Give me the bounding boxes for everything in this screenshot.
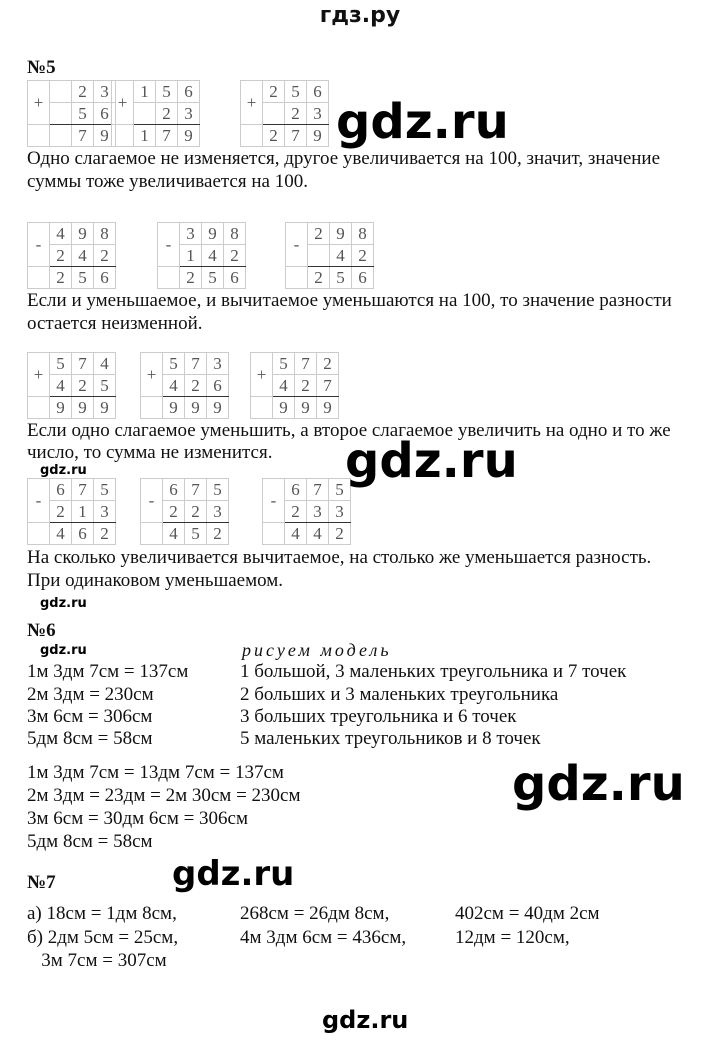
digit-cell: 2 bbox=[352, 245, 374, 267]
digit-cell: 9 bbox=[273, 397, 295, 419]
digit-cell: 5 bbox=[285, 81, 307, 103]
grid-cell bbox=[158, 267, 180, 289]
digit-cell bbox=[308, 245, 330, 267]
digit-cell: 3 bbox=[307, 103, 329, 125]
digit-cell: 3 bbox=[329, 501, 351, 523]
digit-cell: 5 bbox=[72, 103, 94, 125]
digit-cell: 7 bbox=[295, 353, 317, 375]
model-heading: рисуем модель bbox=[242, 640, 392, 660]
digit-cell: 9 bbox=[50, 397, 72, 419]
digit-cell: 3 bbox=[180, 223, 202, 245]
digit-cell: 1 bbox=[72, 501, 94, 523]
task7-cell: 12дм = 120см, bbox=[455, 927, 570, 948]
digit-cell: 5 bbox=[163, 353, 185, 375]
digit-cell: 6 bbox=[50, 479, 72, 501]
digit-cell: 2 bbox=[295, 375, 317, 397]
operator-sign: - bbox=[263, 479, 285, 523]
digit-cell: 5 bbox=[185, 523, 207, 545]
digit-cell: 5 bbox=[72, 267, 94, 289]
task5-title: №5 bbox=[27, 57, 56, 78]
grid-cell bbox=[141, 523, 163, 545]
digit-cell: 6 bbox=[307, 81, 329, 103]
digit-cell: 6 bbox=[72, 523, 94, 545]
digit-cell: 1 bbox=[134, 81, 156, 103]
grid-cell bbox=[112, 125, 134, 147]
operator-sign: + bbox=[141, 353, 163, 397]
digit-cell: 7 bbox=[317, 375, 339, 397]
digit-cell: 2 bbox=[263, 81, 285, 103]
column-arithmetic-grid bbox=[240, 80, 329, 147]
operator-sign: - bbox=[28, 223, 50, 267]
explanation-text: остается неизменной. bbox=[27, 313, 203, 334]
watermark: gdz.ru bbox=[345, 433, 518, 489]
explanation-text: число, то сумма не изменится. bbox=[27, 442, 273, 463]
model-row: 2 больших и 3 маленьких треугольника bbox=[240, 684, 559, 705]
task7-cell: 268см = 26дм 8см, bbox=[240, 903, 390, 924]
digit-cell: 6 bbox=[178, 81, 200, 103]
digit-cell: 2 bbox=[224, 245, 246, 267]
digit-cell: 2 bbox=[163, 501, 185, 523]
digit-cell: 3 bbox=[307, 501, 329, 523]
task7-cell: б) 2дм 5см = 25см, bbox=[27, 927, 179, 948]
task6-title: №6 bbox=[27, 620, 56, 641]
explanation-text: суммы тоже увеличивается на 100. bbox=[27, 171, 308, 192]
operator-sign: + bbox=[28, 81, 50, 125]
digit-cell: 2 bbox=[72, 375, 94, 397]
digit-cell: 6 bbox=[94, 103, 116, 125]
digit-cell: 9 bbox=[72, 397, 94, 419]
digit-cell: 7 bbox=[72, 479, 94, 501]
digit-cell: 9 bbox=[72, 223, 94, 245]
grid-cell bbox=[28, 267, 50, 289]
digit-cell: 9 bbox=[295, 397, 317, 419]
digit-cell: 5 bbox=[50, 353, 72, 375]
column-arithmetic-grid bbox=[27, 80, 116, 147]
digit-cell: 4 bbox=[285, 523, 307, 545]
task7-title: №7 bbox=[27, 872, 56, 893]
watermark: gdz.ru bbox=[40, 643, 87, 658]
measure-row: 5дм 8см = 58см bbox=[27, 728, 153, 749]
operator-sign: - bbox=[28, 479, 50, 523]
digit-cell: 9 bbox=[207, 397, 229, 419]
digit-cell: 9 bbox=[307, 125, 329, 147]
digit-cell: 2 bbox=[308, 223, 330, 245]
digit-cell: 7 bbox=[185, 479, 207, 501]
model-row: 1 большой, 3 маленьких треугольника и 7 точек bbox=[240, 661, 627, 682]
grid-cell bbox=[251, 397, 273, 419]
column-arithmetic-grid bbox=[157, 222, 246, 289]
digit-cell: 5 bbox=[273, 353, 295, 375]
digit-cell: 9 bbox=[94, 397, 116, 419]
digit-cell: 2 bbox=[285, 103, 307, 125]
digit-cell: 7 bbox=[72, 353, 94, 375]
digit-cell: 3 bbox=[207, 353, 229, 375]
digit-cell: 1 bbox=[180, 245, 202, 267]
grid-cell bbox=[241, 125, 263, 147]
digit-cell: 5 bbox=[156, 81, 178, 103]
digit-cell: 4 bbox=[273, 375, 295, 397]
digit-cell: 3 bbox=[178, 103, 200, 125]
digit-cell bbox=[50, 81, 72, 103]
column-arithmetic-grid bbox=[285, 222, 374, 289]
digit-cell: 2 bbox=[185, 375, 207, 397]
explanation-text: Если одно слагаемое уменьшить, а второе слагаемое увеличить на одно и то же bbox=[27, 420, 671, 441]
digit-cell: 4 bbox=[330, 245, 352, 267]
digit-cell: 5 bbox=[207, 479, 229, 501]
digit-cell: 3 bbox=[207, 501, 229, 523]
watermark: gdz.ru bbox=[40, 596, 87, 611]
digit-cell: 6 bbox=[285, 479, 307, 501]
column-arithmetic-grid bbox=[262, 478, 351, 545]
task7-cell: а) 18см = 1дм 8см, bbox=[27, 903, 177, 924]
digit-cell: 5 bbox=[94, 479, 116, 501]
conversion-row: 3м 6см = 30дм 6см = 306см bbox=[27, 808, 249, 829]
digit-cell: 9 bbox=[94, 125, 116, 147]
digit-cell bbox=[50, 103, 72, 125]
operator-sign: + bbox=[28, 353, 50, 397]
digit-cell: 5 bbox=[202, 267, 224, 289]
digit-cell: 6 bbox=[94, 267, 116, 289]
digit-cell: 4 bbox=[163, 375, 185, 397]
watermark: gdz.ru bbox=[322, 1006, 409, 1034]
digit-cell: 5 bbox=[94, 375, 116, 397]
digit-cell: 1 bbox=[134, 125, 156, 147]
explanation-text: Если и уменьшаемое, и вычитаемое уменьшаются на 100, то значение разности bbox=[27, 290, 672, 311]
digit-cell bbox=[50, 125, 72, 147]
digit-cell: 6 bbox=[207, 375, 229, 397]
digit-cell: 9 bbox=[202, 223, 224, 245]
conversion-row: 2м 3дм = 23дм = 2м 30см = 230см bbox=[27, 785, 301, 806]
operator-sign: - bbox=[286, 223, 308, 267]
digit-cell: 2 bbox=[317, 353, 339, 375]
measure-row: 3м 6см = 306см bbox=[27, 706, 153, 727]
explanation-text: Одно слагаемое не изменяется, другое увеличивается на 100, значит, значение bbox=[27, 148, 661, 169]
digit-cell: 2 bbox=[72, 81, 94, 103]
watermark: gdz.ru bbox=[40, 463, 87, 478]
digit-cell: 4 bbox=[50, 523, 72, 545]
digit-cell: 2 bbox=[329, 523, 351, 545]
column-arithmetic-grid bbox=[140, 478, 229, 545]
digit-cell: 2 bbox=[180, 267, 202, 289]
digit-cell: 5 bbox=[329, 479, 351, 501]
grid-cell bbox=[286, 267, 308, 289]
digit-cell: 9 bbox=[330, 223, 352, 245]
digit-cell: 9 bbox=[178, 125, 200, 147]
watermark: gdz.ru bbox=[336, 94, 509, 150]
operator-sign: + bbox=[251, 353, 273, 397]
digit-cell: 9 bbox=[185, 397, 207, 419]
digit-cell: 7 bbox=[307, 479, 329, 501]
model-row: 3 больших треугольника и 6 точек bbox=[240, 706, 517, 727]
measure-row: 2м 3дм = 230см bbox=[27, 684, 154, 705]
grid-cell bbox=[28, 523, 50, 545]
digit-cell: 4 bbox=[163, 523, 185, 545]
operator-sign: + bbox=[112, 81, 134, 125]
digit-cell: 2 bbox=[50, 245, 72, 267]
digit-cell: 2 bbox=[207, 523, 229, 545]
digit-cell: 8 bbox=[224, 223, 246, 245]
grid-cell bbox=[28, 397, 50, 419]
digit-cell: 6 bbox=[352, 267, 374, 289]
grid-cell bbox=[263, 523, 285, 545]
digit-cell: 2 bbox=[185, 501, 207, 523]
digit-cell: 2 bbox=[94, 523, 116, 545]
digit-cell: 9 bbox=[317, 397, 339, 419]
column-arithmetic-grid bbox=[27, 352, 116, 419]
digit-cell: 2 bbox=[308, 267, 330, 289]
task7-cell: 402см = 40дм 2см bbox=[455, 903, 600, 924]
explanation-text: При одинаковом уменьшаемом. bbox=[27, 570, 284, 591]
digit-cell: 2 bbox=[263, 125, 285, 147]
grid-cell bbox=[141, 397, 163, 419]
operator-sign: - bbox=[158, 223, 180, 267]
digit-cell: 6 bbox=[224, 267, 246, 289]
digit-cell bbox=[134, 103, 156, 125]
digit-cell: 2 bbox=[156, 103, 178, 125]
digit-cell: 7 bbox=[185, 353, 207, 375]
model-row: 5 маленьких треугольников и 8 точек bbox=[240, 728, 541, 749]
digit-cell: 9 bbox=[163, 397, 185, 419]
digit-cell: 4 bbox=[94, 353, 116, 375]
measure-row: 1м 3дм 7см = 137см bbox=[27, 661, 189, 682]
site-header: гдз.ру bbox=[319, 3, 401, 28]
watermark: gdz.ru bbox=[512, 756, 685, 812]
column-arithmetic-grid bbox=[111, 80, 200, 147]
column-arithmetic-grid bbox=[27, 478, 116, 545]
digit-cell: 7 bbox=[72, 125, 94, 147]
watermark: gdz.ru bbox=[172, 854, 295, 894]
column-arithmetic-grid bbox=[27, 222, 116, 289]
digit-cell: 4 bbox=[50, 223, 72, 245]
digit-cell: 3 bbox=[94, 81, 116, 103]
digit-cell: 4 bbox=[72, 245, 94, 267]
digit-cell: 4 bbox=[202, 245, 224, 267]
task7-cell: 4м 3дм 6см = 436см, bbox=[240, 927, 407, 948]
digit-cell bbox=[263, 103, 285, 125]
grid-cell bbox=[28, 125, 50, 147]
digit-cell: 4 bbox=[50, 375, 72, 397]
digit-cell: 4 bbox=[307, 523, 329, 545]
digit-cell: 2 bbox=[285, 501, 307, 523]
task7-cell: 3м 7см = 307см bbox=[27, 950, 167, 971]
operator-sign: - bbox=[141, 479, 163, 523]
conversion-row: 1м 3дм 7см = 13дм 7см = 137см bbox=[27, 762, 284, 783]
operator-sign: + bbox=[241, 81, 263, 125]
conversion-row: 5дм 8см = 58см bbox=[27, 831, 153, 852]
digit-cell: 2 bbox=[50, 267, 72, 289]
digit-cell: 7 bbox=[156, 125, 178, 147]
digit-cell: 5 bbox=[330, 267, 352, 289]
digit-cell: 2 bbox=[50, 501, 72, 523]
digit-cell: 8 bbox=[352, 223, 374, 245]
digit-cell: 3 bbox=[94, 501, 116, 523]
explanation-text: На сколько увеличивается вычитаемое, на столько же уменьшается разность. bbox=[27, 547, 652, 568]
digit-cell: 8 bbox=[94, 223, 116, 245]
digit-cell: 7 bbox=[285, 125, 307, 147]
digit-cell: 6 bbox=[163, 479, 185, 501]
column-arithmetic-grid bbox=[140, 352, 229, 419]
digit-cell: 2 bbox=[94, 245, 116, 267]
column-arithmetic-grid bbox=[250, 352, 339, 419]
